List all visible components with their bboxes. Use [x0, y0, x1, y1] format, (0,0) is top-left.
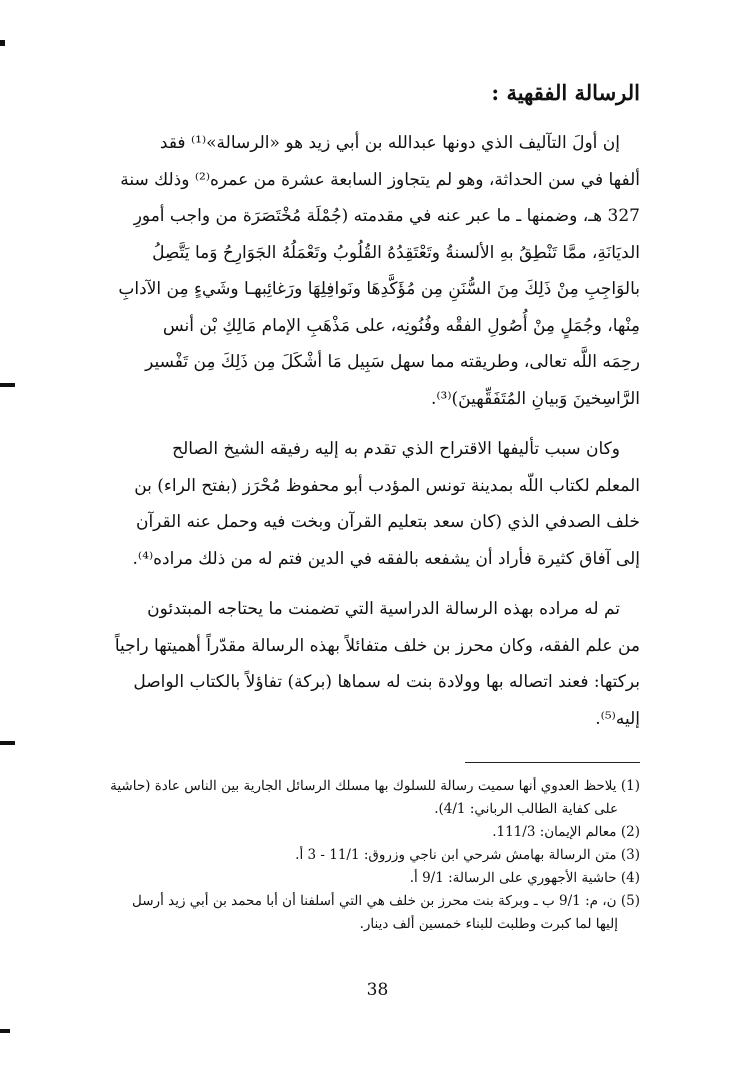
scan-edge-mark: [0, 383, 15, 387]
footnote-text-continued: على كفاية الطالب الرباني: 4/1).: [434, 801, 618, 817]
footnote-number: (4): [620, 870, 640, 886]
text-line: رحِمَه اللَّه تعالى، وطريقته مما سهل سَبِيل مَا أشْكَلَ مِن ذَلِكَ مِن تَفْسير: [145, 352, 640, 372]
paragraph-2: [86, 431, 640, 577]
footnote-5: [86, 890, 640, 936]
page-number: 38: [366, 980, 389, 1000]
text-line: إن أولَ التآليف الذي دونها عبدالله بن أبي زيد هو «الرسالة»⁽¹⁾ فقد: [159, 133, 620, 153]
footnote-number: (3): [620, 847, 640, 863]
footnote-number: (5): [620, 893, 640, 909]
footnotes: [86, 775, 640, 936]
scan-edge-mark: [0, 1029, 10, 1033]
footnote-number: (1): [620, 778, 640, 794]
paragraph-1: [86, 125, 640, 417]
text-line: إلى آفاق كثيرة فأراد أن يشفعه بالفقه في الدين فتم له من ذلك مراده⁽⁴⁾.: [132, 548, 640, 569]
text-line: الرَّاسِخينَ وَبيانِ المُتَفَقِّهينَ)⁽³⁾.: [430, 388, 640, 409]
text-line: إليه⁽⁵⁾.: [595, 708, 640, 729]
text-line: مِنْها، وجُمَلٍ مِنْ أُصُولِ الفقْه وفُنُونِه، على مَذْهَبِ الإمام مَالِكِ بْن أنس: [162, 315, 640, 336]
footnote-text-continued: إليها لما كبرت وطلبت للبناء خمسين ألف دينار.: [359, 916, 618, 932]
text-line: ألفها في سن الحداثة، وهو لم يتجاوز السابعة عشرة من عمره⁽²⁾ وذلك سنة: [120, 169, 640, 190]
paragraph-3: [86, 591, 640, 737]
main-text: [86, 125, 640, 751]
text-line: 327 هـ، وضمنها ـ ما عبر عنه في مقدمته (جُمْلَة مُخْتَصَرَة من واجب أمورِ: [133, 206, 640, 226]
text-line: بالوَاجِبِ مِنْ ذَلِكَ مِنَ السُّنَنِ مِن مُؤَكَّدِهَا ونَوافِلِهَا ورَغائِبهـا وشَيءٍ مِن الآدابِ: [118, 279, 640, 299]
text-line: تم له مراده بهذه الرسالة الدراسية التي تضمنت ما يحتاجه المبتدئون: [147, 599, 620, 619]
footnote-1: [86, 775, 640, 821]
text-line: خلف الصدفي الذي (كان سعد بتعليم القرآن وبخت فيه وحمل عنه القرآن: [135, 512, 640, 532]
footnote-text: حاشية الأجهوري على الرسالة: 9/1 أ.: [409, 870, 617, 886]
footnote-4: [86, 867, 640, 890]
scan-edge-mark: [0, 741, 15, 745]
footnote-text: معالم الإيمان: 111/3.: [492, 824, 617, 840]
footnote-2: [86, 821, 640, 844]
text-line: المعلم لكتاب اللّه بمدينة تونس المؤدب أبو محفوظ مُحْرَز (بفتح الراء) بن: [134, 475, 640, 496]
text-line: الديَانَةِ، ممَّا تَنْطِقُ بهِ الألسنةُ وتَعْتَقِدُهُ القُلُوبُ وتَعْمَلُهُ الجَوَارِحُ وَما يَتَّصِلُ: [152, 242, 640, 263]
footnote-text: ن، م: 9/1 ب ـ وبركة بنت محرز بن خلف هي التي أسلفنا أن أبا محمد بن أبي زيد أرسل: [132, 893, 617, 909]
text-line: وكان سبب تأليفها الاقتراح الذي تقدم به إليه رفيقه الشيخ الصالح: [172, 439, 620, 459]
footnote-3: [86, 844, 640, 867]
footnote-number: (2): [620, 824, 640, 840]
section-heading: الرسالة الفقهية :: [491, 80, 640, 105]
footnote-text: يلاحظ العدوي أنها سميت رسالة للسلوك بها مسلك الرسائل الجارية بين الناس عادة (حاشية: [110, 778, 617, 794]
scan-edge-mark: [0, 40, 5, 46]
footnote-text: متن الرسالة بهامش شرحي ابن ناجي وزروق: 11/1 - 3 أ.: [295, 847, 617, 863]
footnote-separator: [465, 762, 640, 763]
text-line: بركتها: فعند اتصاله بها وولادة بنت له سماها (بركة) تفاؤلاً بالكتاب الواصل: [133, 672, 640, 692]
text-line: من علم الفقه، وكان محرز بن خلف متفائلاً بهذه الرسالة مقدّراً أهميتها راجياً: [114, 635, 640, 656]
